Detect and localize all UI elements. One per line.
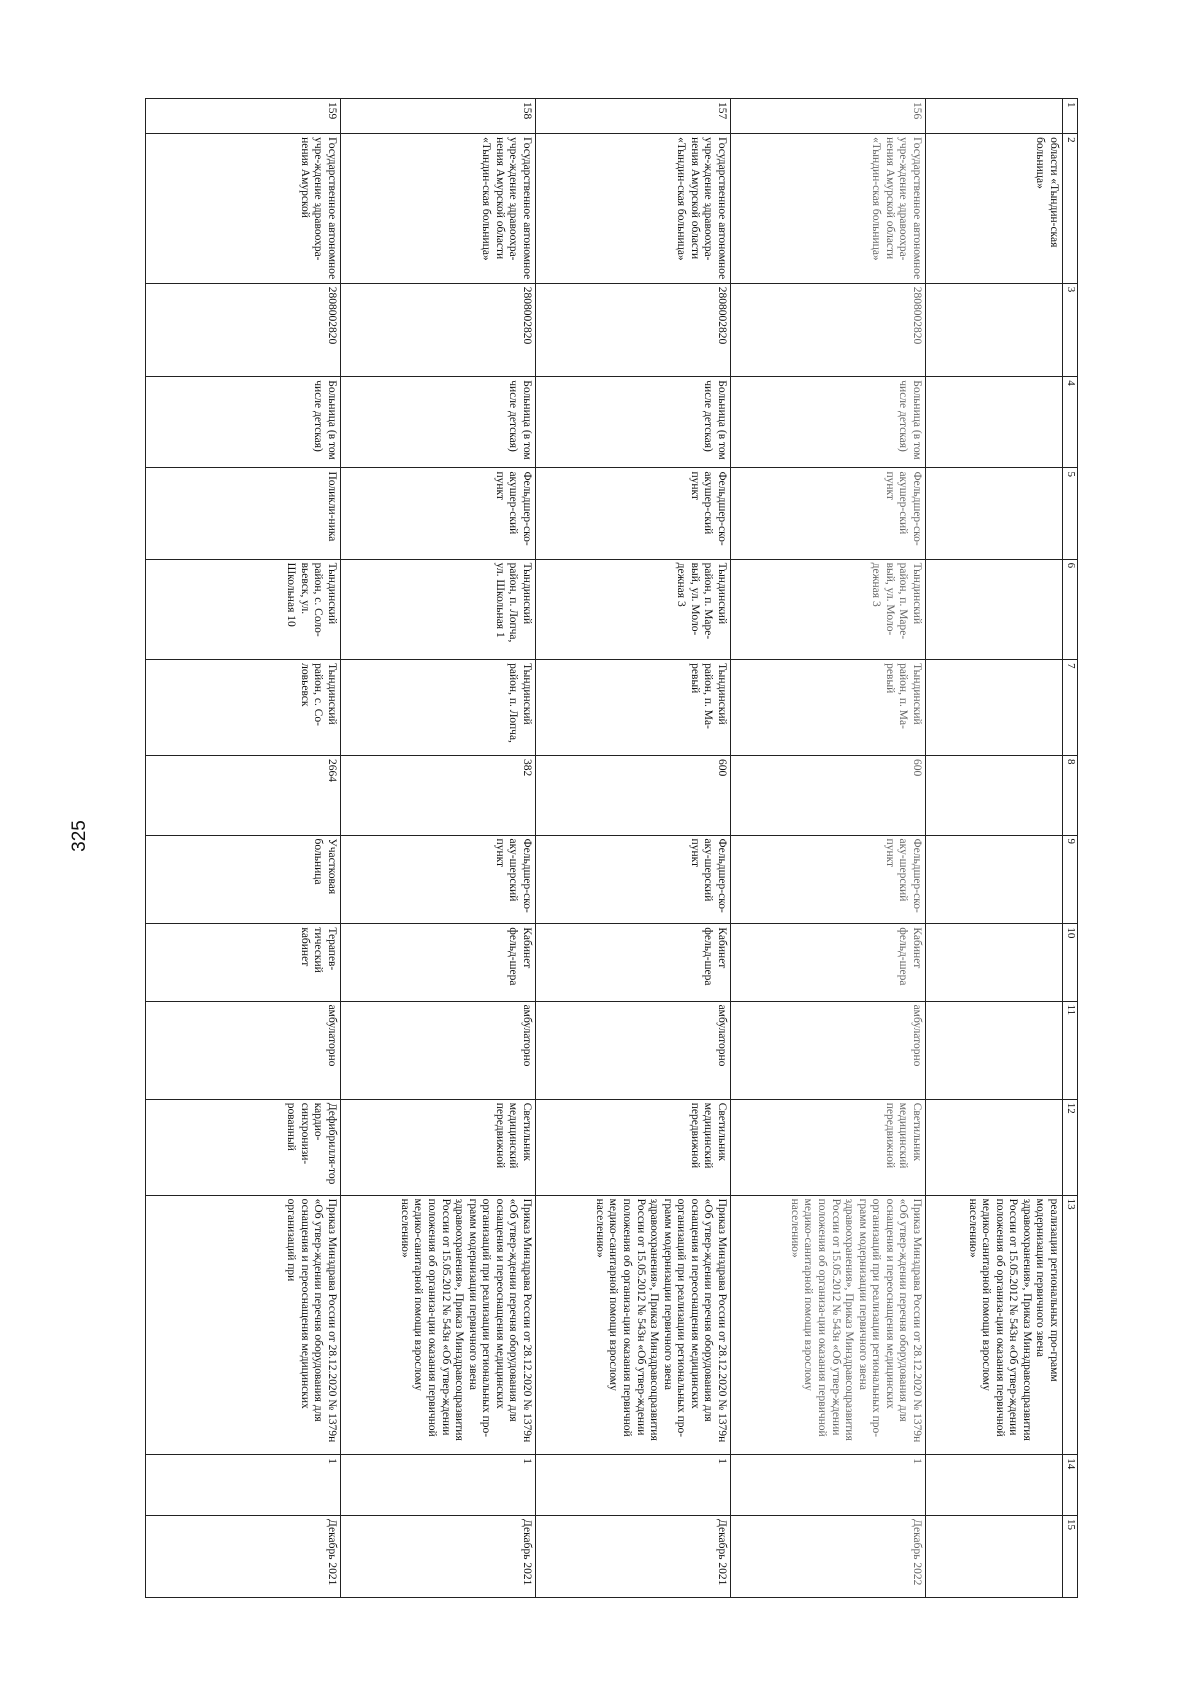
address-cell: Тындинский район, п. Лопча, ул. Школьная 1 xyxy=(341,559,536,660)
code-cell: 2808002820 xyxy=(731,283,926,377)
organization-cell: Государственное автономное учре-ждение здравоохра-нения Амурской области «Тындин-ская больница» xyxy=(341,134,536,284)
code-cell: 2808002820 xyxy=(146,283,341,377)
column-header: 15 xyxy=(1063,1516,1078,1598)
date-cell: Декабрь 2022 xyxy=(731,1516,926,1598)
basis-cell: Приказ Минздрава России от 28.12.2020 № 1379н «Об утвер-ждении перечня оборудования для оснащения и переоснащения медицинских организаций при реализации региональных про-грамм модернизации первичного звена здравоохранения», Приказ Минздравсоцразвития России от 15.05.2012 № 543н «Об утвер-ждении положения об организа-ции оказания первичной медико-санитарной помощи взрослому населению» xyxy=(731,1195,926,1455)
table-cell xyxy=(926,660,1063,756)
population-cell: 600 xyxy=(536,756,731,836)
table-cell xyxy=(926,99,1063,134)
organization-cell: Государственное автономное учре-ждение здравоохра-нения Амурской области «Тындин-ская больница» xyxy=(536,134,731,284)
column-header: 10 xyxy=(1063,924,1078,1001)
column-header: 1 xyxy=(1063,99,1078,134)
column-header: 7 xyxy=(1063,660,1078,756)
basis-cell: Приказ Минздрава России от 28.12.2020 № 1379н «Об утвер-ждении перечня оборудования для оснащения и переоснащения медицинских организаций при реализации региональных про-грамм модернизации первичного звена здравоохранения», Приказ Минздравсоцразвития России от 15.05.2012 № 543н «Об утвер-ждении положения об организа-ции оказания первичной медико-санитарной помощи взрослому населению» xyxy=(341,1195,536,1455)
table-cell xyxy=(926,1516,1063,1598)
locality-cell: Тындинский район, п. Ма-ревый xyxy=(731,660,926,756)
type-cell: Больница (в том числе детская) xyxy=(731,377,926,468)
basis-cell: Приказ Минздрава России от 28.12.2020 № 1379н «Об утвер-ждении перечня оборудования для оснащения и переоснащения медицинских организаций при реализации региональных про-грамм модернизации первичного звена здравоохранения», Приказ Минздравсоцразвития России от 15.05.2012 № 543н «Об утвер-ждении положения об организа-ции оказания первичной медико-санитарной помощи взрослому населению» xyxy=(536,1195,731,1455)
address-cell: Тындинский район, п. Маре-вый, ул. Моло-дежная 3 xyxy=(536,559,731,660)
equipment-cell: Светильник медицинский передвижной xyxy=(341,1099,536,1195)
quantity-cell: 1 xyxy=(341,1455,536,1516)
unit-cell: Фельдшер-ско-аку-шерский пункт xyxy=(536,835,731,924)
table-cell xyxy=(926,1455,1063,1516)
subdivision-cell: Поликли-ника xyxy=(146,468,341,559)
rotated-table-wrapper xyxy=(145,98,1078,1598)
continuation-row xyxy=(926,99,1063,1598)
row-number: 159 xyxy=(146,99,341,134)
column-header: 9 xyxy=(1063,835,1078,924)
room-cell: Кабинет фельд-шера xyxy=(536,924,731,1001)
column-header: 5 xyxy=(1063,468,1078,559)
subdivision-cell: Фельдшер-ско-акушер-ский пункт xyxy=(731,468,926,559)
locality-cell: Тындинский район, п. Ма-ревый xyxy=(536,660,731,756)
table-cell: области «Тындин-ская больница» xyxy=(926,134,1063,284)
row-number: 157 xyxy=(536,99,731,134)
locality-cell: Тындинский район, п. Лопча, xyxy=(341,660,536,756)
room-cell: Кабинет фельд-шера xyxy=(731,924,926,1001)
population-cell: 382 xyxy=(341,756,536,836)
row-number: 156 xyxy=(731,99,926,134)
row-number: 158 xyxy=(341,99,536,134)
locality-cell: Тындинский район, с. Со-ловьевск xyxy=(146,660,341,756)
column-header: 13 xyxy=(1063,1195,1078,1455)
equipment-cell: Светильник медицинский передвижной xyxy=(536,1099,731,1195)
unit-cell: Фельдшер-ско-аку-шерский пункт xyxy=(341,835,536,924)
unit-cell: Участковая больница xyxy=(146,835,341,924)
code-cell: 2808002820 xyxy=(536,283,731,377)
table-row xyxy=(146,99,341,1598)
code-cell: 2808002820 xyxy=(341,283,536,377)
basis-cell: Приказ Минздрава России от 28.12.2020 № 1379н «Об утвер-ждении перечня оборудования для оснащения и переоснащения медицинских организаций при xyxy=(146,1195,341,1455)
column-header: 3 xyxy=(1063,283,1078,377)
table-cell xyxy=(926,283,1063,377)
table-cell xyxy=(926,835,1063,924)
unit-cell: Фельдшер-ско-аку-шерский пункт xyxy=(731,835,926,924)
population-cell: 600 xyxy=(731,756,926,836)
table-cell xyxy=(926,468,1063,559)
room-cell: Терапев-тический кабинет xyxy=(146,924,341,1001)
organization-cell: Государственное автономное учре-ждение здравоохра-нения Амурской области «Тындин-ская больница» xyxy=(731,134,926,284)
date-cell: Декабрь 2021 xyxy=(536,1516,731,1598)
table-row xyxy=(536,99,731,1598)
column-header: 11 xyxy=(1063,1001,1078,1099)
table-cell xyxy=(926,756,1063,836)
subdivision-cell: Фельдшер-ско-акушер-ский пункт xyxy=(341,468,536,559)
table-row xyxy=(731,99,926,1598)
table-cell xyxy=(926,1001,1063,1099)
organization-cell: Государственное автономное учре-ждение здравоохра-нения Амурской xyxy=(146,134,341,284)
table-cell xyxy=(926,559,1063,660)
column-header: 8 xyxy=(1063,756,1078,836)
quantity-cell: 1 xyxy=(731,1455,926,1516)
type-cell: Больница (в том числе детская) xyxy=(341,377,536,468)
type-cell: Больница (в том числе детская) xyxy=(536,377,731,468)
subdivision-cell: Фельдшер-ско-акушер-ский пункт xyxy=(536,468,731,559)
address-cell: Тындинский район, п. Маре-вый, ул. Моло-дежная 3 xyxy=(731,559,926,660)
column-header: 14 xyxy=(1063,1455,1078,1516)
table-row xyxy=(341,99,536,1598)
equipment-cell: Светильник медицинский передвижной xyxy=(731,1099,926,1195)
mode-cell: амбулаторно xyxy=(536,1001,731,1099)
mode-cell: амбулаторно xyxy=(341,1001,536,1099)
room-cell: Кабинет фельд-шера xyxy=(341,924,536,1001)
mode-cell: амбулаторно xyxy=(146,1001,341,1099)
mode-cell: амбулаторно xyxy=(731,1001,926,1099)
quantity-cell: 1 xyxy=(536,1455,731,1516)
column-number-row xyxy=(1063,99,1078,1598)
table-cell xyxy=(926,924,1063,1001)
type-cell: Больница (в том числе детская) xyxy=(146,377,341,468)
table-cell: реализации региональных про-грамм модернизации первичного звена здравоохранения», Приказ Минздравсоцразвития России от 15.05.2012 № 543н «Об утвер-ждении положения об организа-ции оказания первичной медико-санитарной помощи взрослому населению» xyxy=(926,1195,1063,1455)
table-cell xyxy=(926,1099,1063,1195)
column-header: 4 xyxy=(1063,377,1078,468)
date-cell: Декабрь 2021 xyxy=(341,1516,536,1598)
column-header: 12 xyxy=(1063,1099,1078,1195)
column-header: 6 xyxy=(1063,559,1078,660)
date-cell: Декабрь 2021 xyxy=(146,1516,341,1598)
equipment-cell: Дефибрилля-тор кардио-синхронизи-рованный xyxy=(146,1099,341,1195)
address-cell: Тындинский район, с. Соло-вьевск, ул. Школьная 10 xyxy=(146,559,341,660)
column-header: 2 xyxy=(1063,134,1078,284)
equipment-table xyxy=(145,98,1078,1598)
table-cell xyxy=(926,377,1063,468)
quantity-cell: 1 xyxy=(146,1455,341,1516)
population-cell: 2664 xyxy=(146,756,341,836)
page-number: 325 xyxy=(69,820,90,852)
